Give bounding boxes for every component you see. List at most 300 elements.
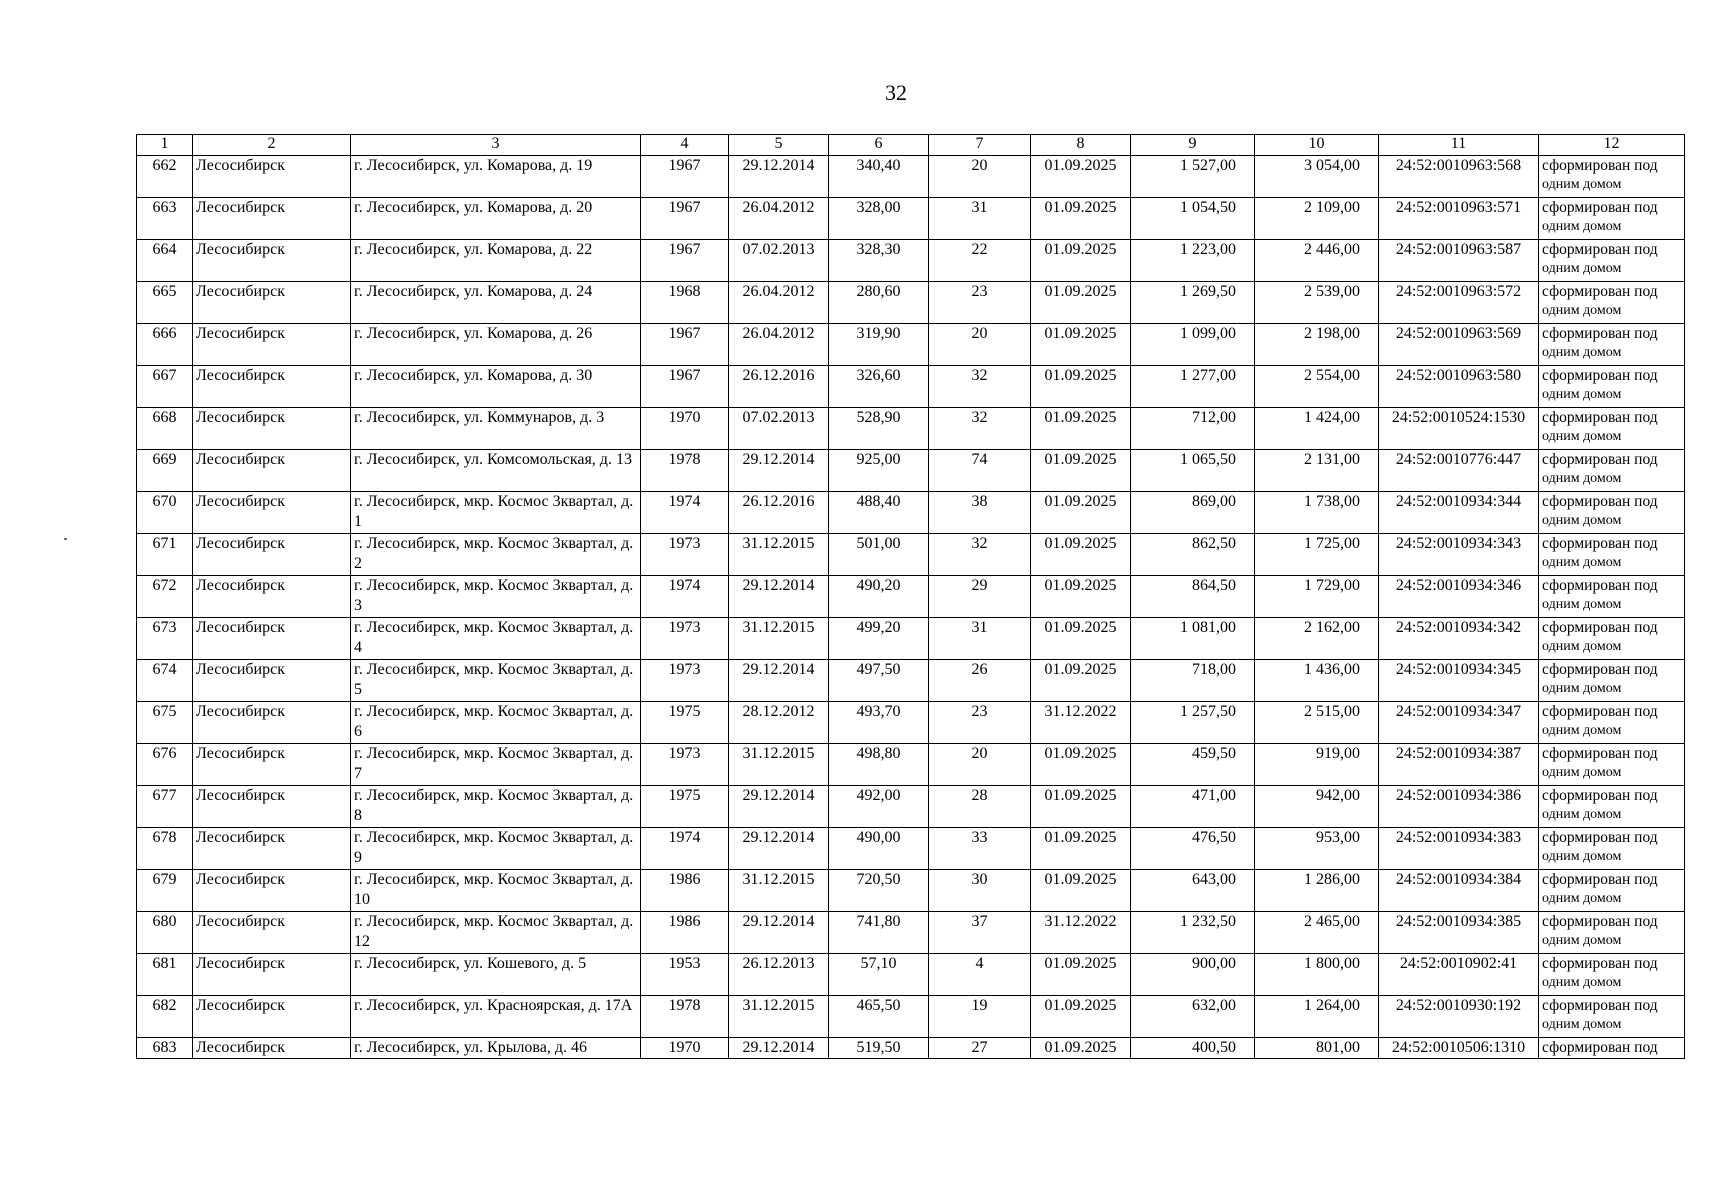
- due-date-cell: 01.09.2025: [1031, 618, 1131, 660]
- sum-cell: 2 539,00: [1255, 282, 1379, 324]
- year-cell: 1986: [641, 870, 729, 912]
- date-cell: 26.04.2012: [729, 324, 829, 366]
- address-cell: г. Лесосибирск, мкр. Космос 3квартал, д. 1: [351, 492, 641, 534]
- table-row: [137, 408, 1685, 450]
- area-cell: 326,60: [829, 366, 929, 408]
- status-line-2: одним домом: [1542, 345, 1622, 360]
- cadastral-number-cell: 24:52:0010963:587: [1379, 240, 1539, 282]
- count-cell: 32: [929, 534, 1031, 576]
- address-cell: г. Лесосибирск, ул. Кошевого, д. 5: [351, 954, 641, 996]
- due-date-cell: 01.09.2025: [1031, 534, 1131, 576]
- table-row: [137, 240, 1685, 282]
- rate-cell: 1 269,50: [1131, 282, 1255, 324]
- city-cell: Лесосибирск: [193, 996, 351, 1038]
- cadastral-number-cell: 24:52:0010934:384: [1379, 870, 1539, 912]
- area-cell: 319,90: [829, 324, 929, 366]
- header-cell: 10: [1255, 135, 1379, 156]
- row-number-cell: 672: [137, 576, 193, 618]
- due-date-cell: 01.09.2025: [1031, 1038, 1131, 1059]
- cadastral-number-cell: 24:52:0010934:344: [1379, 492, 1539, 534]
- sum-cell: 953,00: [1255, 828, 1379, 870]
- area-cell: 328,30: [829, 240, 929, 282]
- city-cell: Лесосибирск: [193, 408, 351, 450]
- rate-cell: 1 099,00: [1131, 324, 1255, 366]
- address-cell: г. Лесосибирск, ул. Комарова, д. 19: [351, 156, 641, 198]
- area-cell: 497,50: [829, 660, 929, 702]
- rate-cell: 643,00: [1131, 870, 1255, 912]
- date-cell: 07.02.2013: [729, 240, 829, 282]
- year-cell: 1978: [641, 996, 729, 1038]
- status-line-1: сформирован под: [1542, 367, 1658, 384]
- rate-cell: 400,50: [1131, 1038, 1255, 1059]
- address-cell: г. Лесосибирск, ул. Комарова, д. 24: [351, 282, 641, 324]
- rate-cell: 471,00: [1131, 786, 1255, 828]
- area-cell: 720,50: [829, 870, 929, 912]
- sum-cell: 2 446,00: [1255, 240, 1379, 282]
- table-row: [137, 282, 1685, 324]
- table-row: [137, 702, 1685, 744]
- rate-cell: 476,50: [1131, 828, 1255, 870]
- scan-speck: [64, 538, 67, 540]
- header-cell: 6: [829, 135, 929, 156]
- sum-cell: 2 465,00: [1255, 912, 1379, 954]
- count-cell: 4: [929, 954, 1031, 996]
- date-cell: 29.12.2014: [729, 912, 829, 954]
- row-number-cell: 664: [137, 240, 193, 282]
- count-cell: 33: [929, 828, 1031, 870]
- row-number-cell: 682: [137, 996, 193, 1038]
- count-cell: 20: [929, 744, 1031, 786]
- status-line-1: сформирован под: [1542, 745, 1658, 762]
- area-cell: 519,50: [829, 1038, 929, 1059]
- due-date-cell: 01.09.2025: [1031, 954, 1131, 996]
- status-cell: [1539, 618, 1685, 660]
- sum-cell: 1 725,00: [1255, 534, 1379, 576]
- address-cell: г. Лесосибирск, мкр. Космос 3квартал, д. 6: [351, 702, 641, 744]
- area-cell: 741,80: [829, 912, 929, 954]
- status-cell: [1539, 282, 1685, 324]
- status-line-1: сформирован под: [1542, 577, 1658, 594]
- status-cell: [1539, 576, 1685, 618]
- status-line-2: одним домом: [1542, 555, 1622, 570]
- sum-cell: 942,00: [1255, 786, 1379, 828]
- status-line-1: сформирован под: [1542, 997, 1658, 1014]
- header-cell: 5: [729, 135, 829, 156]
- due-date-cell: 01.09.2025: [1031, 324, 1131, 366]
- rate-cell: 862,50: [1131, 534, 1255, 576]
- sum-cell: 3 054,00: [1255, 156, 1379, 198]
- status-line-2: одним домом: [1542, 471, 1622, 486]
- date-cell: 31.12.2015: [729, 996, 829, 1038]
- address-cell: г. Лесосибирск, мкр. Космос 3квартал, д. 3: [351, 576, 641, 618]
- status-cell: [1539, 702, 1685, 744]
- address-cell: г. Лесосибирск, мкр. Космос 3квартал, д. 8: [351, 786, 641, 828]
- cadastral-number-cell: 24:52:0010934:383: [1379, 828, 1539, 870]
- address-cell: г. Лесосибирск, ул. Крылова, д. 46: [351, 1038, 641, 1059]
- sum-cell: 1 436,00: [1255, 660, 1379, 702]
- cadastral-number-cell: 24:52:0010934:342: [1379, 618, 1539, 660]
- year-cell: 1968: [641, 282, 729, 324]
- sum-cell: 1 286,00: [1255, 870, 1379, 912]
- address-cell: г. Лесосибирск, мкр. Космос 3квартал, д. 10: [351, 870, 641, 912]
- year-cell: 1973: [641, 534, 729, 576]
- date-cell: 31.12.2015: [729, 618, 829, 660]
- status-line-1: сформирован под: [1542, 619, 1658, 636]
- sum-cell: 919,00: [1255, 744, 1379, 786]
- date-cell: 28.12.2012: [729, 702, 829, 744]
- row-number-cell: 667: [137, 366, 193, 408]
- status-cell: [1539, 534, 1685, 576]
- table-row: [137, 450, 1685, 492]
- row-number-cell: 679: [137, 870, 193, 912]
- rate-cell: 869,00: [1131, 492, 1255, 534]
- row-number-cell: 675: [137, 702, 193, 744]
- count-cell: 31: [929, 618, 1031, 660]
- status-line-2: одним домом: [1542, 681, 1622, 696]
- status-line-1: сформирован под: [1542, 787, 1658, 804]
- due-date-cell: 01.09.2025: [1031, 828, 1131, 870]
- area-cell: 280,60: [829, 282, 929, 324]
- cadastral-number-cell: 24:52:0010963:572: [1379, 282, 1539, 324]
- area-cell: 528,90: [829, 408, 929, 450]
- year-cell: 1974: [641, 828, 729, 870]
- due-date-cell: 01.09.2025: [1031, 198, 1131, 240]
- city-cell: Лесосибирск: [193, 912, 351, 954]
- header-cell: 3: [351, 135, 641, 156]
- status-line-2: одним домом: [1542, 513, 1622, 528]
- status-line-1: сформирован под: [1542, 241, 1658, 258]
- status-cell: [1539, 366, 1685, 408]
- status-line-2: одним домом: [1542, 429, 1622, 444]
- header-cell: 1: [137, 135, 193, 156]
- status-line-2: одним домом: [1542, 891, 1622, 906]
- row-number-cell: 665: [137, 282, 193, 324]
- status-line-2: одним домом: [1542, 303, 1622, 318]
- date-cell: 29.12.2014: [729, 828, 829, 870]
- sum-cell: 2 131,00: [1255, 450, 1379, 492]
- count-cell: 22: [929, 240, 1031, 282]
- table-row: [137, 198, 1685, 240]
- city-cell: Лесосибирск: [193, 576, 351, 618]
- status-line-1: сформирован под: [1542, 829, 1658, 846]
- header-cell: 7: [929, 135, 1031, 156]
- rate-cell: 1 223,00: [1131, 240, 1255, 282]
- status-cell: [1539, 660, 1685, 702]
- status-cell: [1539, 870, 1685, 912]
- table-row: [137, 1038, 1685, 1059]
- due-date-cell: 01.09.2025: [1031, 576, 1131, 618]
- status-line-2: одним домом: [1542, 219, 1622, 234]
- city-cell: Лесосибирск: [193, 240, 351, 282]
- status-cell: [1539, 450, 1685, 492]
- row-number-cell: 680: [137, 912, 193, 954]
- city-cell: Лесосибирск: [193, 702, 351, 744]
- status-line-2: одним домом: [1542, 723, 1622, 738]
- header-cell: 12: [1539, 135, 1685, 156]
- address-cell: г. Лесосибирск, мкр. Космос 3квартал, д. 7: [351, 744, 641, 786]
- table-row: [137, 870, 1685, 912]
- cadastral-number-cell: 24:52:0010934:343: [1379, 534, 1539, 576]
- row-number-cell: 683: [137, 1038, 193, 1059]
- rate-cell: 1 232,50: [1131, 912, 1255, 954]
- cadastral-number-cell: 24:52:0010934:346: [1379, 576, 1539, 618]
- row-number-cell: 669: [137, 450, 193, 492]
- table-row: [137, 492, 1685, 534]
- cadastral-number-cell: 24:52:0010506:1310: [1379, 1038, 1539, 1059]
- area-cell: 465,50: [829, 996, 929, 1038]
- date-cell: 29.12.2014: [729, 1038, 829, 1059]
- city-cell: Лесосибирск: [193, 828, 351, 870]
- due-date-cell: 01.09.2025: [1031, 282, 1131, 324]
- year-cell: 1975: [641, 702, 729, 744]
- count-cell: 74: [929, 450, 1031, 492]
- area-cell: 501,00: [829, 534, 929, 576]
- due-date-cell: 01.09.2025: [1031, 660, 1131, 702]
- date-cell: 29.12.2014: [729, 576, 829, 618]
- row-number-cell: 673: [137, 618, 193, 660]
- row-number-cell: 678: [137, 828, 193, 870]
- rate-cell: 900,00: [1131, 954, 1255, 996]
- date-cell: 29.12.2014: [729, 786, 829, 828]
- rate-cell: 718,00: [1131, 660, 1255, 702]
- table-row: [137, 324, 1685, 366]
- area-cell: 490,00: [829, 828, 929, 870]
- count-cell: 23: [929, 702, 1031, 744]
- area-cell: 328,00: [829, 198, 929, 240]
- count-cell: 19: [929, 996, 1031, 1038]
- due-date-cell: 01.09.2025: [1031, 156, 1131, 198]
- city-cell: Лесосибирск: [193, 198, 351, 240]
- header-row: [137, 135, 1685, 156]
- due-date-cell: 01.09.2025: [1031, 492, 1131, 534]
- date-cell: 31.12.2015: [729, 870, 829, 912]
- table-row: [137, 366, 1685, 408]
- address-cell: г. Лесосибирск, ул. Комсомольская, д. 13: [351, 450, 641, 492]
- table-row: [137, 156, 1685, 198]
- city-cell: Лесосибирск: [193, 324, 351, 366]
- year-cell: 1974: [641, 492, 729, 534]
- rate-cell: 1 527,00: [1131, 156, 1255, 198]
- count-cell: 26: [929, 660, 1031, 702]
- address-cell: г. Лесосибирск, мкр. Космос 3квартал, д. 9: [351, 828, 641, 870]
- status-line-2: одним домом: [1542, 1017, 1622, 1032]
- address-cell: г. Лесосибирск, ул. Красноярская, д. 17А: [351, 996, 641, 1038]
- area-cell: 499,20: [829, 618, 929, 660]
- year-cell: 1967: [641, 156, 729, 198]
- due-date-cell: 01.09.2025: [1031, 786, 1131, 828]
- row-number-cell: 676: [137, 744, 193, 786]
- cadastral-number-cell: 24:52:0010934:345: [1379, 660, 1539, 702]
- status-cell: [1539, 954, 1685, 996]
- city-cell: Лесосибирск: [193, 534, 351, 576]
- address-cell: г. Лесосибирск, ул. Комарова, д. 22: [351, 240, 641, 282]
- date-cell: 26.12.2016: [729, 366, 829, 408]
- status-line-1: сформирован под: [1542, 157, 1658, 174]
- cadastral-number-cell: 24:52:0010902:41: [1379, 954, 1539, 996]
- status-line-1: сформирован под: [1542, 493, 1658, 510]
- table-row: [137, 828, 1685, 870]
- year-cell: 1953: [641, 954, 729, 996]
- city-cell: Лесосибирск: [193, 156, 351, 198]
- count-cell: 27: [929, 1038, 1031, 1059]
- status-cell: [1539, 492, 1685, 534]
- count-cell: 30: [929, 870, 1031, 912]
- city-cell: Лесосибирск: [193, 618, 351, 660]
- row-number-cell: 670: [137, 492, 193, 534]
- cadastral-number-cell: 24:52:0010930:192: [1379, 996, 1539, 1038]
- sum-cell: 1 800,00: [1255, 954, 1379, 996]
- cadastral-number-cell: 24:52:0010963:571: [1379, 198, 1539, 240]
- table-row: [137, 744, 1685, 786]
- date-cell: 31.12.2015: [729, 744, 829, 786]
- count-cell: 23: [929, 282, 1031, 324]
- year-cell: 1970: [641, 1038, 729, 1059]
- status-line-1: сформирован под: [1542, 1039, 1658, 1056]
- status-cell: [1539, 1038, 1685, 1059]
- row-number-cell: 677: [137, 786, 193, 828]
- rate-cell: 1 277,00: [1131, 366, 1255, 408]
- status-cell: [1539, 912, 1685, 954]
- row-number-cell: 662: [137, 156, 193, 198]
- sum-cell: 1 424,00: [1255, 408, 1379, 450]
- count-cell: 31: [929, 198, 1031, 240]
- year-cell: 1967: [641, 366, 729, 408]
- city-cell: Лесосибирск: [193, 786, 351, 828]
- cadastral-number-cell: 24:52:0010934:387: [1379, 744, 1539, 786]
- status-line-2: одним домом: [1542, 597, 1622, 612]
- rate-cell: 1 081,00: [1131, 618, 1255, 660]
- row-number-cell: 674: [137, 660, 193, 702]
- address-cell: г. Лесосибирск, мкр. Космос 3квартал, д. 5: [351, 660, 641, 702]
- status-cell: [1539, 828, 1685, 870]
- status-line-1: сформирован под: [1542, 409, 1658, 426]
- year-cell: 1973: [641, 744, 729, 786]
- date-cell: 26.04.2012: [729, 198, 829, 240]
- status-cell: [1539, 744, 1685, 786]
- status-line-2: одним домом: [1542, 177, 1622, 192]
- due-date-cell: 01.09.2025: [1031, 366, 1131, 408]
- cadastral-number-cell: 24:52:0010934:385: [1379, 912, 1539, 954]
- city-cell: Лесосибирск: [193, 744, 351, 786]
- due-date-cell: 01.09.2025: [1031, 744, 1131, 786]
- count-cell: 20: [929, 324, 1031, 366]
- city-cell: Лесосибирск: [193, 660, 351, 702]
- due-date-cell: 31.12.2022: [1031, 912, 1131, 954]
- area-cell: 493,70: [829, 702, 929, 744]
- status-line-2: одним домом: [1542, 261, 1622, 276]
- header-cell: 8: [1031, 135, 1131, 156]
- city-cell: Лесосибирск: [193, 1038, 351, 1059]
- sum-cell: 2 198,00: [1255, 324, 1379, 366]
- count-cell: 37: [929, 912, 1031, 954]
- address-cell: г. Лесосибирск, ул. Комарова, д. 26: [351, 324, 641, 366]
- cadastral-number-cell: 24:52:0010963:569: [1379, 324, 1539, 366]
- sum-cell: 801,00: [1255, 1038, 1379, 1059]
- table-row: [137, 954, 1685, 996]
- table-row: [137, 660, 1685, 702]
- status-cell: [1539, 408, 1685, 450]
- status-line-1: сформирован под: [1542, 535, 1658, 552]
- header-cell: 11: [1379, 135, 1539, 156]
- city-cell: Лесосибирск: [193, 282, 351, 324]
- status-line-2: одним домом: [1542, 639, 1622, 654]
- address-cell: г. Лесосибирск, ул. Коммунаров, д. 3: [351, 408, 641, 450]
- sum-cell: 2 162,00: [1255, 618, 1379, 660]
- status-line-1: сформирован под: [1542, 913, 1658, 930]
- page-number: 32: [885, 80, 907, 105]
- date-cell: 26.12.2013: [729, 954, 829, 996]
- status-line-1: сформирован под: [1542, 871, 1658, 888]
- row-number-cell: 668: [137, 408, 193, 450]
- sum-cell: 2 554,00: [1255, 366, 1379, 408]
- housing-table: [136, 134, 1685, 1059]
- status-line-2: одним домом: [1542, 765, 1622, 780]
- cadastral-number-cell: 24:52:0010963:580: [1379, 366, 1539, 408]
- table-row: [137, 912, 1685, 954]
- address-cell: г. Лесосибирск, мкр. Космос 3квартал, д. 4: [351, 618, 641, 660]
- status-line-2: одним домом: [1542, 807, 1622, 822]
- sum-cell: 2 515,00: [1255, 702, 1379, 744]
- address-cell: г. Лесосибирск, ул. Комарова, д. 20: [351, 198, 641, 240]
- city-cell: Лесосибирск: [193, 954, 351, 996]
- sum-cell: 1 729,00: [1255, 576, 1379, 618]
- rate-cell: 864,50: [1131, 576, 1255, 618]
- sum-cell: 1 738,00: [1255, 492, 1379, 534]
- status-line-1: сформирован под: [1542, 703, 1658, 720]
- table-row: [137, 576, 1685, 618]
- status-line-2: одним домом: [1542, 849, 1622, 864]
- year-cell: 1973: [641, 618, 729, 660]
- count-cell: 28: [929, 786, 1031, 828]
- rate-cell: 459,50: [1131, 744, 1255, 786]
- rate-cell: 632,00: [1131, 996, 1255, 1038]
- header-cell: 2: [193, 135, 351, 156]
- status-line-1: сформирован под: [1542, 661, 1658, 678]
- date-cell: 29.12.2014: [729, 660, 829, 702]
- row-number-cell: 671: [137, 534, 193, 576]
- date-cell: 26.12.2016: [729, 492, 829, 534]
- due-date-cell: 31.12.2022: [1031, 702, 1131, 744]
- table-row: [137, 996, 1685, 1038]
- table-row: [137, 534, 1685, 576]
- address-cell: г. Лесосибирск, мкр. Космос 3квартал, д. 12: [351, 912, 641, 954]
- date-cell: 31.12.2015: [729, 534, 829, 576]
- date-cell: 29.12.2014: [729, 450, 829, 492]
- table-row: [137, 618, 1685, 660]
- year-cell: 1970: [641, 408, 729, 450]
- rate-cell: 712,00: [1131, 408, 1255, 450]
- date-cell: 29.12.2014: [729, 156, 829, 198]
- area-cell: 57,10: [829, 954, 929, 996]
- sum-cell: 1 264,00: [1255, 996, 1379, 1038]
- count-cell: 29: [929, 576, 1031, 618]
- area-cell: 488,40: [829, 492, 929, 534]
- year-cell: 1967: [641, 198, 729, 240]
- header-cell: 9: [1131, 135, 1255, 156]
- year-cell: 1967: [641, 324, 729, 366]
- status-line-1: сформирован под: [1542, 325, 1658, 342]
- row-number-cell: 681: [137, 954, 193, 996]
- status-cell: [1539, 786, 1685, 828]
- table-row: [137, 786, 1685, 828]
- status-cell: [1539, 324, 1685, 366]
- cadastral-number-cell: 24:52:0010934:386: [1379, 786, 1539, 828]
- city-cell: Лесосибирск: [193, 492, 351, 534]
- status-line-1: сформирован под: [1542, 283, 1658, 300]
- status-cell: [1539, 156, 1685, 198]
- row-number-cell: 666: [137, 324, 193, 366]
- count-cell: 38: [929, 492, 1031, 534]
